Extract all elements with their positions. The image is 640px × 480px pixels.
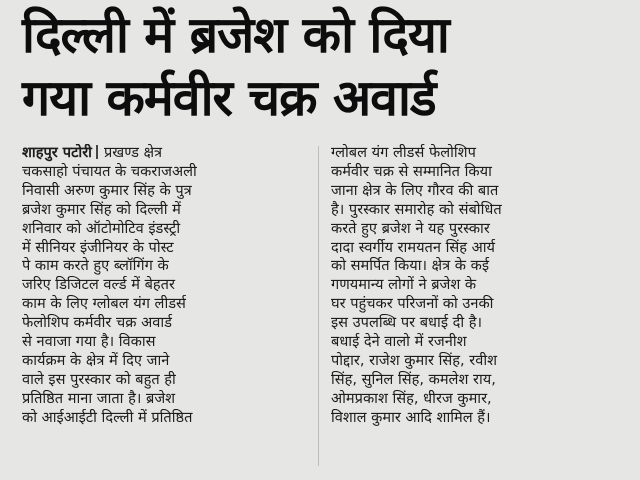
body-line: विशाल कुमार आदि शामिल हैं।: [331, 408, 491, 426]
body-line: काम के लिए ग्लोबल यंग लीडर्स: [22, 295, 186, 313]
body-line: गणयमान्य लोगों ने ब्रजेश के: [331, 276, 477, 294]
body-line: पोद्दार, राजेश कुमार सिंह, रवीश: [331, 351, 498, 369]
body-line: में सीनियर इंजीनियर के पोस्ट: [22, 238, 174, 256]
body-line: है। पुरस्कार समारोह को संबोधित: [331, 200, 502, 218]
article-column-right: [331, 144, 621, 428]
column-divider: [318, 146, 319, 466]
headline: [22, 4, 622, 130]
body-line: प्रखण्ड क्षेत्र: [103, 144, 163, 161]
body-line: चकसाहो पंचायत के चकराजअली: [22, 162, 197, 180]
body-line: करते हुए ब्रजेश ने यह पुरस्कार: [331, 219, 490, 237]
article-column-left: [22, 144, 310, 428]
headline-line-2: गया कर्मवीर चक्र अवार्ड: [22, 69, 436, 127]
body-line: ग्लोबल यंग लीडर्स फेलोशिप: [331, 144, 476, 161]
body-line: ओमप्रकाश सिंह, धीरज कुमार,: [331, 389, 492, 407]
body-line: शनिवार को ऑटोमोटिव इंडस्ट्री: [22, 219, 181, 237]
body-line: दादा स्वर्गीय रामयतन सिंह आर्य: [331, 238, 495, 256]
body-line: फेलोशिप कर्मवीर चक्र अवार्ड: [22, 314, 172, 332]
dateline-separator: [96, 145, 98, 159]
body-line: को आईआईटी दिल्ली में प्रतिष्ठित: [22, 408, 193, 426]
headline-line-1: दिल्ली में ब्रजेश को दिया: [22, 6, 449, 64]
body-line: बधाई देने वालो में रजनीश: [331, 333, 467, 351]
body-line: ब्रजेश कुमार सिंह को दिल्ली में: [22, 200, 181, 218]
body-line: पे काम करते हुए ब्लॉगिंग के: [22, 257, 169, 275]
body-line: को समर्पित किया। क्षेत्र के कई: [331, 257, 490, 275]
body-line: जरिए डिजिटल वर्ल्ड में बेहतर: [22, 276, 175, 294]
body-line: प्रतिष्ठित माना जाता है। ब्रजेश: [22, 389, 176, 407]
body-line: इस उपलब्धि पर बधाई दी है।: [331, 314, 483, 332]
body-line: जाना क्षेत्र के लिए गौरव की बात: [331, 181, 499, 199]
first-line: [22, 144, 310, 163]
body-line: कर्मवीर चक्र से सम्मानित किया: [331, 162, 492, 180]
body-line: वाले इस पुरस्कार को बहुत ही: [22, 370, 176, 388]
dateline: शाहपुर पटोरी: [22, 144, 92, 161]
body-line: से नवाजा गया है। विकास: [22, 333, 156, 351]
body-line: घर पहुंचकर परिजनों को उनकी: [331, 295, 494, 313]
body-line: सिंह, सुनिल सिंह, कमलेश राय,: [331, 370, 496, 388]
body-line: निवासी अरुण कुमार सिंह के पुत्र: [22, 181, 192, 199]
body-line: कार्यक्रम के क्षेत्र में दिए जाने: [22, 351, 170, 369]
